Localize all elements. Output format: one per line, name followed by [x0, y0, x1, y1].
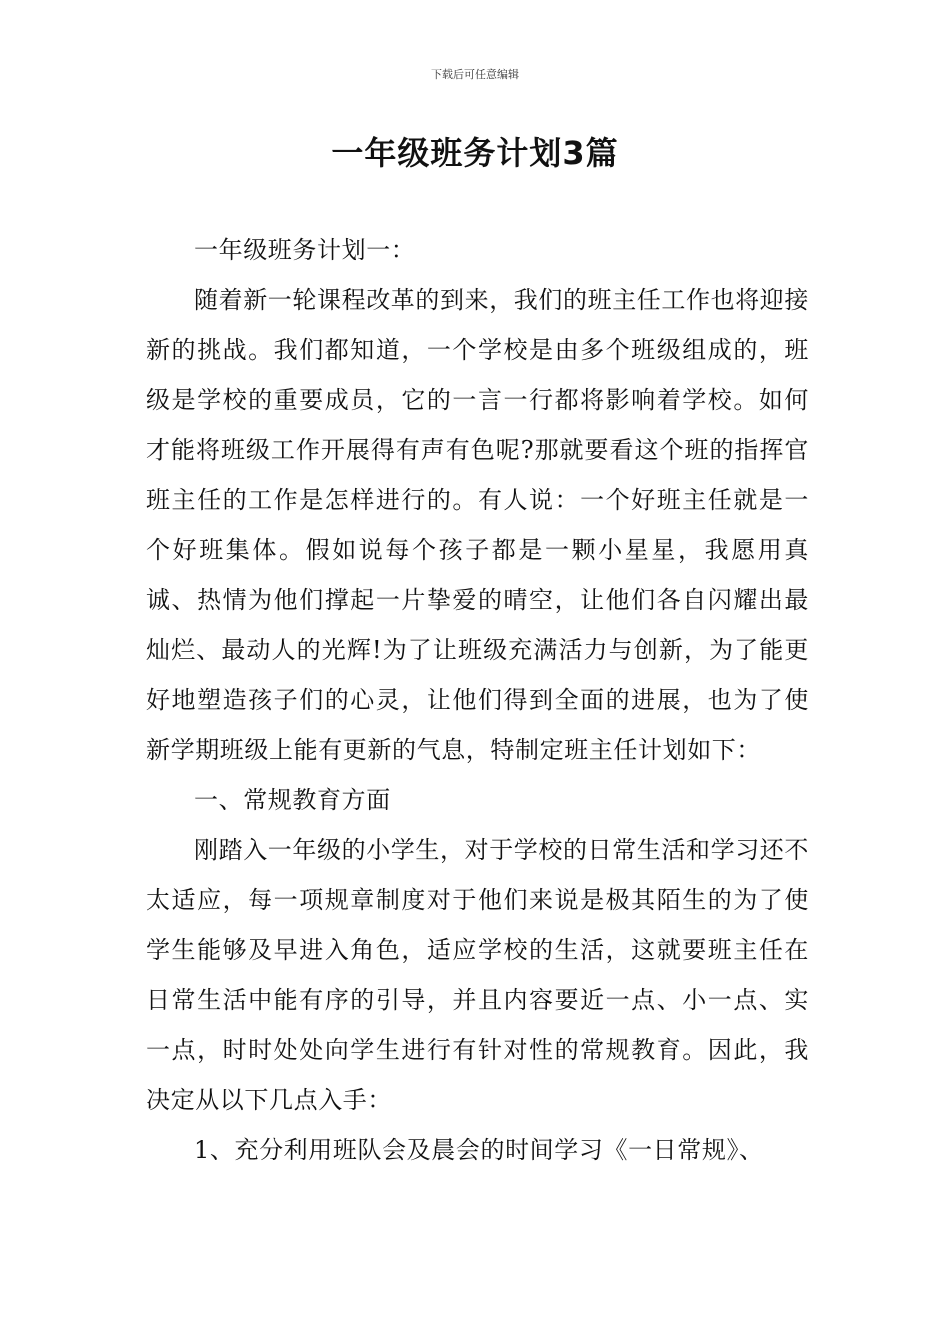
- paragraph-routine-education: 刚踏入一年级的小学生，对于学校的日常生活和学习还不太适应，每一项规章制度对于他们来说是极其陌生的为了使学生能够及早进入角色，适应学校的生活，这就要班主任在日常生活中能有序的引导，并且内容要近一点、小一点、实一点，时时处处向学生进行有针对性的常规教育。因此，我决定从以下几点入手：: [146, 836, 809, 1114]
- document-title: 一年级班务计划3篇: [331, 134, 619, 172]
- paragraph-section-heading: 一年级班务计划一：: [194, 236, 416, 264]
- paragraph-list-item-1: 1、充分利用班队会及晨会的时间学习《一日常规》、: [194, 1136, 764, 1164]
- header-note: 下载后可任意编辑: [431, 68, 519, 81]
- paragraph-introduction: 随着新一轮课程改革的到来，我们的班主任工作也将迎接新的挑战。我们都知道，一个学校是由多个班级组成的，班级是学校的重要成员，它的一言一行都将影响着学校。如何才能将班级工作开展得有声有色呢?那就要看这个班的指挥官班主任的工作是怎样进行的。有人说：一个好班主任就是一个好班集体。假如说每个孩子都是一颗小星星，我愿用真诚、热情为他们撑起一片挚爱的晴空，让他们各自闪耀出最灿烂、最动人的光辉!为了让班级充满活力与创新，为了能更好地塑造孩子们的心灵，让他们得到全面的进展，也为了使新学期班级上能有更新的气息，特制定班主任计划如下：: [146, 286, 809, 764]
- document-body: [146, 225, 809, 1175]
- paragraph-subheading: 一、常规教育方面: [194, 786, 391, 814]
